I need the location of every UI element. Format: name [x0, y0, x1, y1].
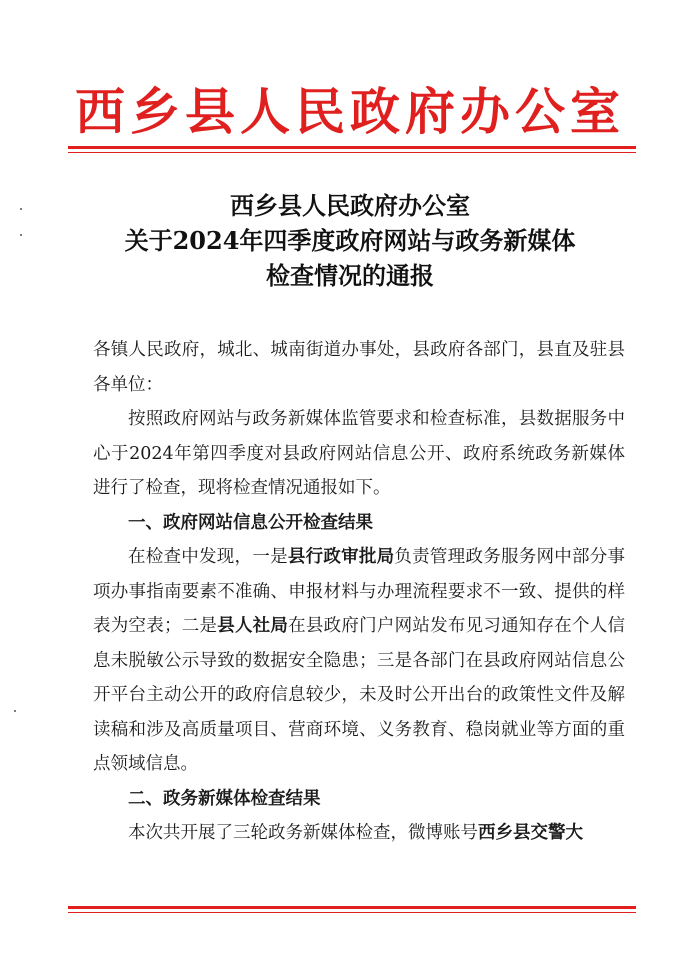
- section-1-heading: 一、政府网站信息公开检查结果: [128, 512, 373, 533]
- document-body: [93, 333, 625, 851]
- masthead-divider-thin: [68, 152, 636, 153]
- masthead-divider-thick: [68, 146, 636, 149]
- section-1-bold-2: 县人社局: [217, 616, 289, 636]
- scan-speck: [20, 208, 22, 210]
- intro-paragraph: 按照政府网站与政务新媒体监管要求和检查标准，县数据服务中心于2024年第四季度对县政府网站信息公开、政府系统政务新媒体进行了检查，现将检查情况通报如下。: [93, 409, 625, 498]
- section-1-paragraph: [93, 540, 625, 782]
- salutation: 各镇人民政府，城北、城南街道办事处，县政府各部门，县直及驻县各单位：: [93, 340, 625, 395]
- section-2-paragraph: [93, 816, 625, 851]
- document-title: [0, 188, 700, 293]
- title-line-2: 关于2024年四季度政府网站与政务新媒体: [124, 226, 576, 255]
- section-1-bold-1: 县行政审批局: [287, 547, 395, 567]
- document-masthead: 西乡县人民政府办公室: [75, 82, 625, 141]
- scan-speck: [14, 710, 16, 712]
- footer-divider-thin: [68, 912, 636, 913]
- section-2-heading: 二、政务新媒体检查结果: [128, 788, 321, 809]
- section-2-bold-1: 西乡县交警大: [478, 823, 583, 843]
- section-2-text-1: 本次共开展了三轮政务新媒体检查，微博账号: [128, 823, 478, 843]
- section-1-text-2: 负责管理政务服务网中部分事项办事指南要素不准确、申报材料与办理流程要求不一致、提供的样表为空表；二是: [93, 547, 626, 636]
- title-line-3: 检查情况的通报: [266, 261, 434, 290]
- scan-speck: [20, 234, 22, 236]
- section-1-text-3: 在县政府门户网站发布见习通知存在个人信息未脱敏公示导致的数据安全隐患；三是各部门在县政府网站信息公开平台主动公开的政府信息较少，未及时公开出台的政策性文件及解读稿和涉及高质量项目、营商环境、义务教育、稳岗就业等方面的重点领域信息。: [93, 616, 626, 774]
- footer-divider-thick: [68, 906, 636, 909]
- title-line-1: 西乡县人民政府办公室: [230, 191, 470, 220]
- section-1-text-1: 在检查中发现，一是: [128, 547, 288, 567]
